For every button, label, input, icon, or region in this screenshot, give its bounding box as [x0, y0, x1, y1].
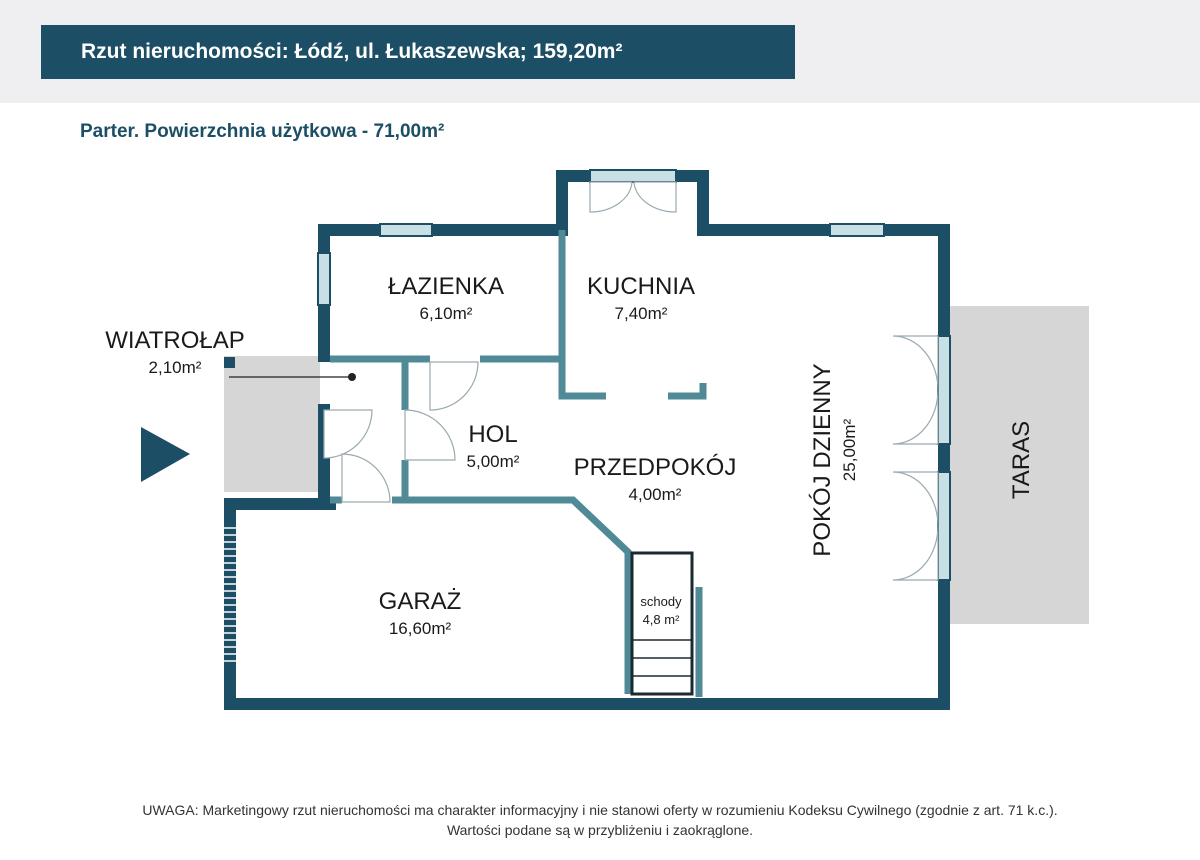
room-name-lazienka: ŁAZIENKA [387, 273, 505, 300]
window [938, 472, 950, 580]
doors [324, 182, 938, 580]
room-area-pokoj: 25,00m² [840, 418, 859, 482]
window [318, 253, 330, 305]
disclaimer-line-1: UWAGA: Marketingowy rzut nieruchomości ma charakter informacyjny i nie stanowi oferty w rozumieniu Kodeksu Cywilnego (zgodnie z art. 71 k.c.). [142, 802, 1058, 818]
door [893, 390, 938, 444]
window [938, 336, 950, 444]
room-area-lazienka: 6,10m² [419, 304, 473, 323]
disclaimer [0, 800, 1200, 840]
room-name-pokoj: POKÓJ DZIENNY [809, 363, 836, 557]
door [590, 182, 632, 212]
room-area-wiatrolap: 2,10m² [148, 358, 202, 377]
room-name-wiatrolap: WIATROŁAP [105, 327, 245, 354]
disclaimer-line-2: Wartości podane są w przybliżeniu i zaokrąglone. [446, 822, 754, 838]
wiatrolap-leader-dot [348, 373, 356, 381]
entrance-arrow-icon [141, 427, 190, 482]
room-name-garaz: GARAŻ [378, 588, 462, 615]
door [893, 472, 938, 526]
room-name-schody: schody [640, 594, 682, 609]
room-area-przedpokoj: 4,00m² [628, 485, 682, 504]
window [830, 224, 884, 236]
window [590, 170, 676, 182]
floor-subtitle: Parter. Powierzchnia użytkowa - 71,00m² [80, 121, 445, 142]
window [380, 224, 432, 236]
door [324, 410, 372, 458]
door [893, 526, 938, 580]
wiatrolap-marker [224, 357, 235, 368]
room-name-hol: HOL [468, 421, 518, 448]
door [405, 410, 455, 460]
door [342, 454, 390, 502]
door [430, 362, 478, 410]
page-title: Rzut nieruchomości: Łódź, ul. Łukaszewska; 159,20m² [41, 25, 795, 79]
terrace-label: TARAS [1008, 420, 1035, 500]
room-area-kuchnia: 7,40m² [614, 304, 668, 323]
door [893, 336, 938, 390]
room-name-kuchnia: KUCHNIA [586, 273, 696, 300]
room-area-hol: 5,00m² [466, 452, 520, 471]
room-name-przedpokoj: PRZEDPOKÓJ [573, 454, 737, 481]
door [634, 182, 676, 212]
room-area-schody: 4,8 m² [642, 612, 680, 627]
windows [318, 170, 950, 580]
room-area-garaz: 16,60m² [388, 619, 452, 638]
